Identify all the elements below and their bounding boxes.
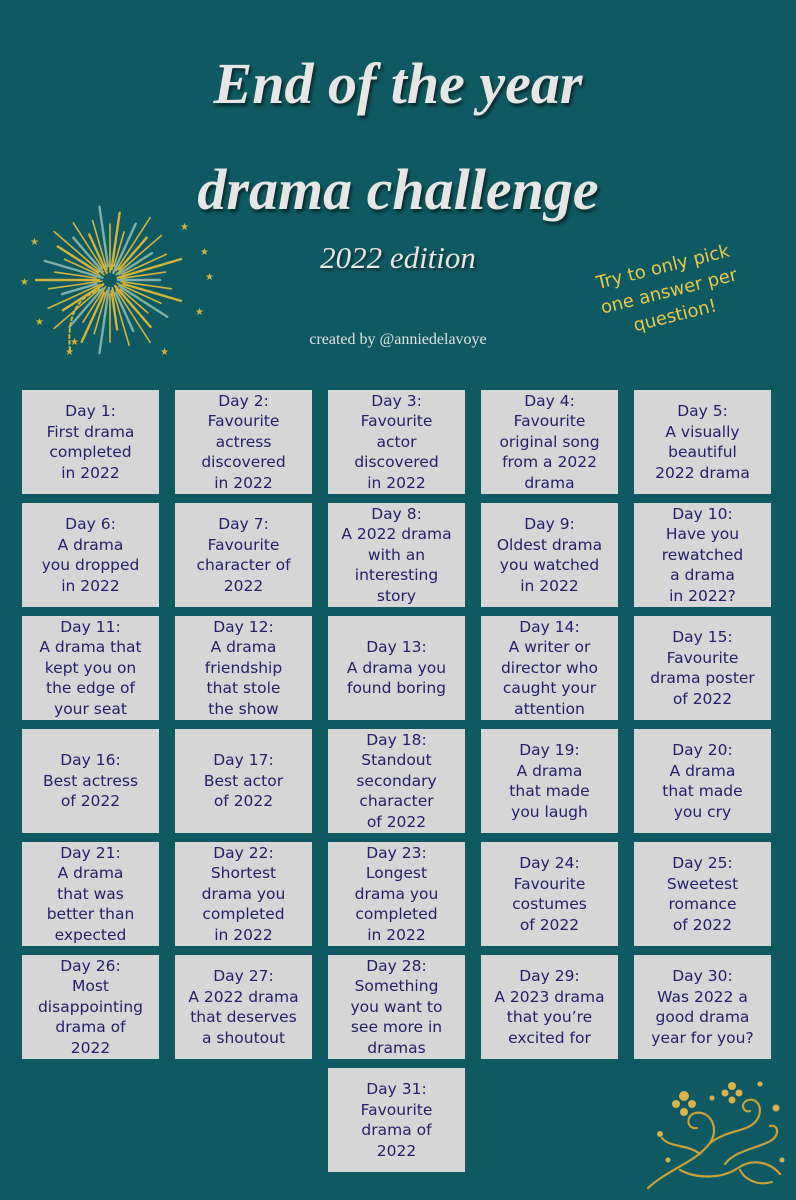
- challenge-card-day-24: [481, 842, 618, 946]
- edition-subtitle: 2022 edition: [320, 240, 476, 275]
- challenge-card-day-9: [481, 503, 618, 607]
- title-line-1: End of the year: [213, 51, 583, 116]
- challenge-card-day-29: [481, 955, 618, 1059]
- challenge-card-day-31: [328, 1068, 465, 1172]
- challenge-card-day-20: [634, 729, 771, 833]
- challenge-card-text: Day 27: A 2022 drama that deserves a shoutout: [188, 967, 299, 1047]
- challenge-card-day-28: [328, 955, 465, 1059]
- svg-text:★: ★: [35, 317, 44, 328]
- svg-text:★: ★: [180, 222, 189, 233]
- challenge-card-day-23: [328, 842, 465, 946]
- challenge-card-day-6: [22, 503, 159, 607]
- challenge-card-text: Day 2: Favourite actress discovered in 2022: [201, 391, 286, 492]
- challenge-card-text: Day 26: Most disappointing drama of 2022: [37, 956, 144, 1057]
- svg-text:★: ★: [200, 247, 209, 258]
- challenge-card-day-25: [634, 842, 771, 946]
- challenge-card-text: Day 4: Favourite original song from a 2022 drama: [499, 391, 600, 492]
- challenge-card-day-14: [481, 616, 618, 720]
- challenge-card-text: Day 15: Favourite drama poster of 2022: [650, 628, 755, 708]
- challenge-card-text: Day 6: A drama you dropped in 2022: [41, 515, 140, 595]
- challenge-card-day-15: [634, 616, 771, 720]
- challenge-card-day-13: [328, 616, 465, 720]
- challenge-card-text: Day 13: A drama you found boring: [346, 638, 447, 698]
- challenge-card-day-18: [328, 729, 465, 833]
- floral-flourish-icon: [640, 1068, 790, 1193]
- challenge-card-day-1: [22, 390, 159, 494]
- challenge-card-text: Day 30: Was 2022 a good drama year for you?: [651, 967, 754, 1047]
- challenge-card-text: Day 12: A drama friendship that stole the show: [204, 617, 283, 718]
- challenge-card-text: Day 21: A drama that was better than expected: [46, 843, 135, 944]
- creator-credit: created by @anniedelavoye: [309, 331, 487, 348]
- challenge-card-text: Day 28: Something you want to see more in dramas: [350, 956, 443, 1057]
- challenge-card-text: Day 23: Longest drama you completed in 2022: [354, 843, 439, 944]
- challenge-card-text: Day 10: Have you rewatched a drama in 2022?: [661, 504, 744, 605]
- challenge-card-text: Day 17: Best actor of 2022: [203, 751, 284, 811]
- challenge-card-day-16: [22, 729, 159, 833]
- challenge-card-day-30: [634, 955, 771, 1059]
- svg-text:★: ★: [205, 272, 214, 283]
- title-line-2: drama challenge: [197, 157, 599, 222]
- challenge-card-day-26: [22, 955, 159, 1059]
- challenge-card-text: Day 11: A drama that kept you on the edge of your seat: [39, 617, 142, 718]
- challenge-card-day-12: [175, 616, 312, 720]
- challenge-card-day-27: [175, 955, 312, 1059]
- svg-text:★: ★: [70, 337, 79, 348]
- challenge-card-text: Day 14: A writer or director who caught your attention: [500, 617, 599, 718]
- challenge-card-text: Day 3: Favourite actor discovered in 2022: [354, 391, 439, 492]
- challenge-card-day-2: [175, 390, 312, 494]
- challenge-card-text: Day 16: Best actress of 2022: [42, 751, 139, 811]
- challenge-card-day-4: [481, 390, 618, 494]
- challenge-card-text: Day 9: Oldest drama you watched in 2022: [496, 515, 603, 595]
- challenge-card-day-7: [175, 503, 312, 607]
- challenge-card-day-22: [175, 842, 312, 946]
- challenge-card-text: Day 8: A 2022 drama with an interesting story: [341, 504, 452, 605]
- challenge-card-day-19: [481, 729, 618, 833]
- challenge-card-day-10: [634, 503, 771, 607]
- challenge-card-text: Day 20: A drama that made you cry: [662, 741, 743, 821]
- svg-text:★: ★: [160, 347, 169, 358]
- challenge-card-text: Day 19: A drama that made you laugh: [509, 741, 590, 821]
- challenge-card-text: Day 18: Standout secondary character of 2022: [356, 730, 437, 831]
- challenge-card-text: Day 7: Favourite character of 2022: [196, 515, 291, 595]
- challenge-card-day-3: [328, 390, 465, 494]
- challenge-card-text: Day 22: Shortest drama you completed in 2022: [201, 843, 286, 944]
- svg-text:★: ★: [65, 347, 74, 358]
- challenge-card-text: Day 29: A 2023 drama that you’re excited for: [494, 967, 605, 1047]
- challenge-card-text: Day 25: Sweetest romance of 2022: [666, 854, 739, 934]
- challenge-card-day-11: [22, 616, 159, 720]
- challenge-card-text: Day 5: A visually beautiful 2022 drama: [655, 402, 750, 482]
- firework-icon: [10, 205, 220, 385]
- challenge-card-text: Day 1: First drama completed in 2022: [46, 402, 135, 482]
- svg-text:★: ★: [30, 237, 39, 248]
- instruction-note-text: Try to only pick one answer per question!: [594, 240, 740, 337]
- svg-text:★: ★: [195, 307, 204, 318]
- svg-text:★: ★: [20, 277, 29, 288]
- challenge-card-text: Day 24: Favourite costumes of 2022: [512, 854, 587, 934]
- challenge-card-day-17: [175, 729, 312, 833]
- challenge-card-text: Day 31: Favourite drama of 2022: [360, 1080, 433, 1160]
- challenge-card-day-21: [22, 842, 159, 946]
- challenge-card-day-5: [634, 390, 771, 494]
- challenge-card-day-8: [328, 503, 465, 607]
